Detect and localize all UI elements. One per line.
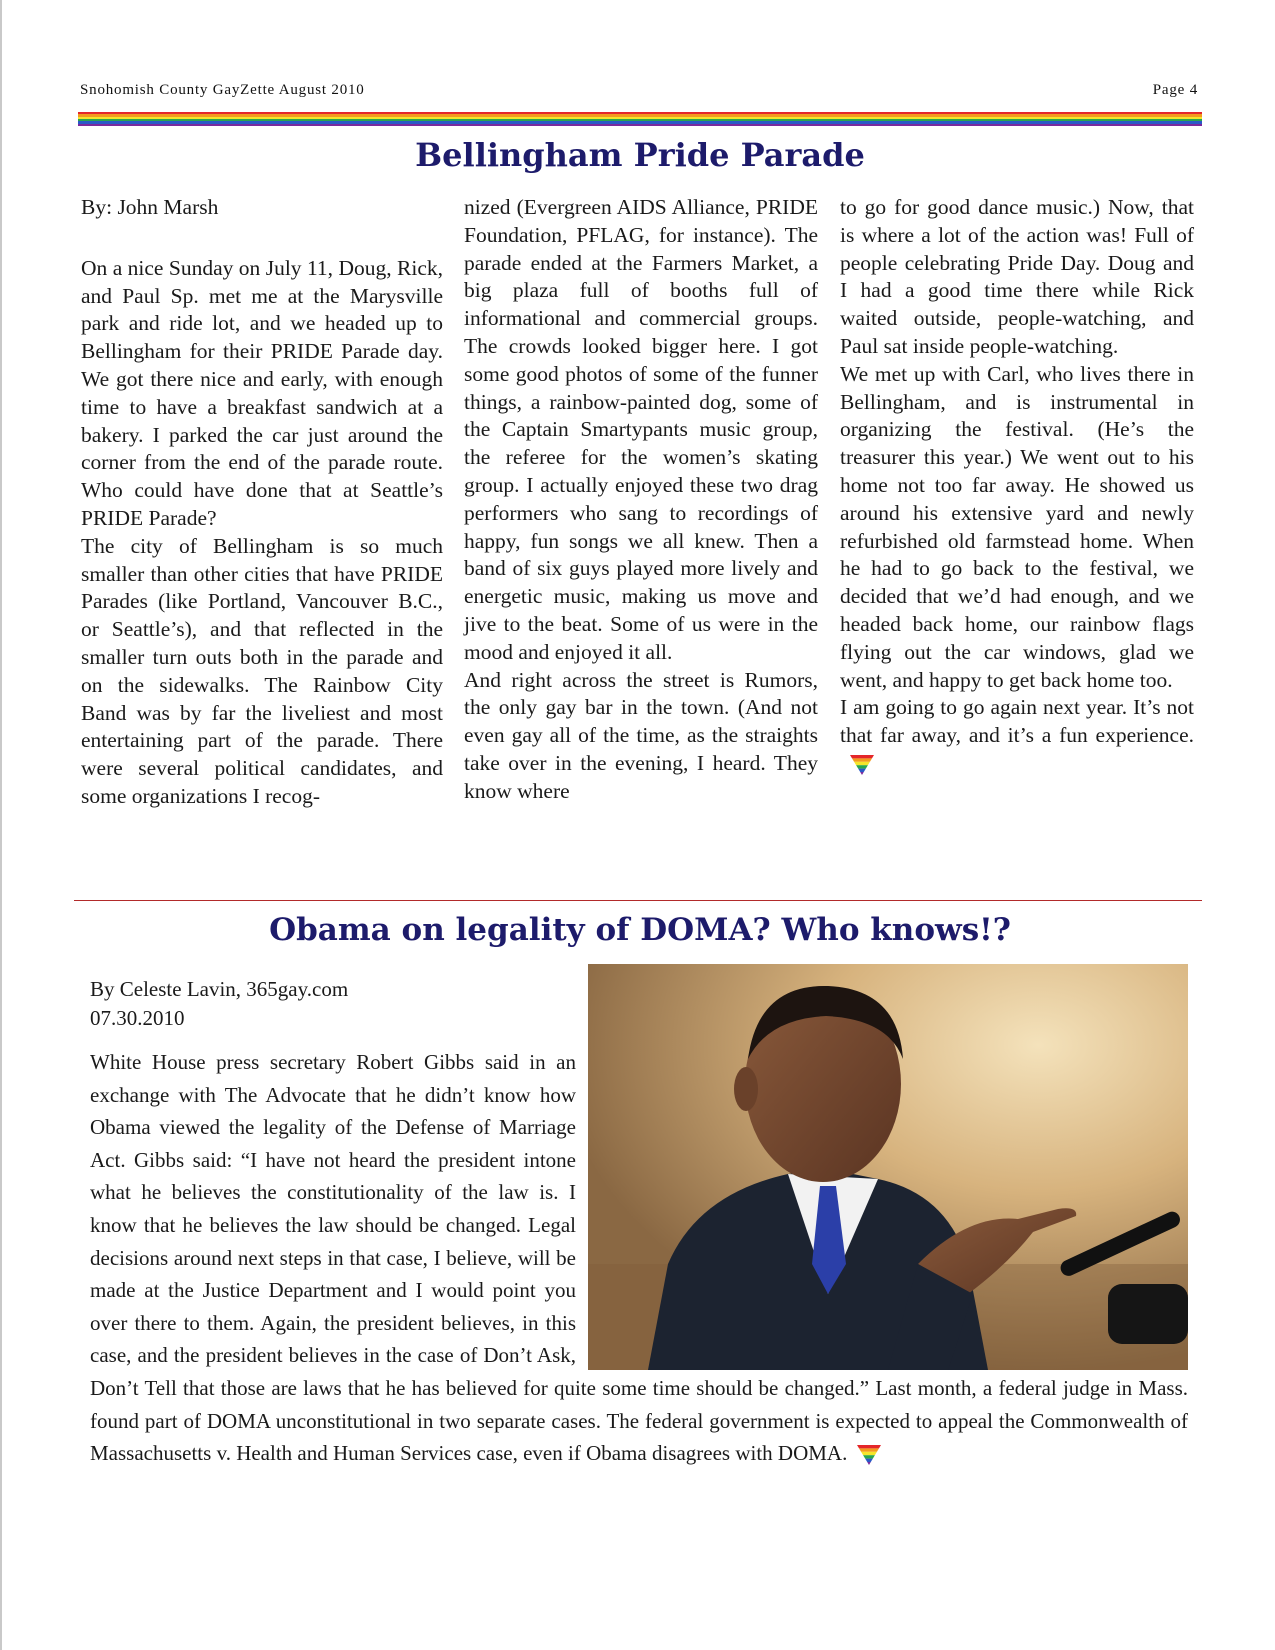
article-title: Obama on legality of DOMA? Who knows!? <box>269 912 1011 948</box>
paragraph-text: White House press secretary Robert Gibbs said in an exchange with The Advocate that he didn’t know how Obama viewed the legality of the Defense of Marriage Act. Gibbs said: “I have not heard the president intone what he believes the constitutionality of the law is. I know that he believes the law should be changed. Legal decisions around next steps in that case, I believe, will be made at the Justice Department and I would point you over there to them. Again, the president believes, in this case, and the president believes in the case of Don’t Ask, Don’t Tell that those are laws that he has believed for quite some time should be changed.” Last month, a federal judge in Mass. found part of DOMA unconstitutional in two separate cases. The federal government is expected to appeal the Commonwealth of Massachusetts v. Health and Human Services case, even if Obama disagrees with DOMA. <box>90 1050 1188 1466</box>
article-column-1 <box>81 194 443 811</box>
paragraph: On a nice Sunday on July 11, Doug, Rick, and Paul Sp. met me at the Marysville park and ride lot, and we headed up to Bellingham for their PRIDE Parade day. We got there nice and early, with enough time to have a breakfast sandwich at a bakery. I parked the car just around the corner from the end of the parade route. Who could have done that at Seattle’s PRIDE Parade? <box>81 255 443 530</box>
section-divider <box>74 900 1202 901</box>
rainbow-triangle-icon <box>857 1445 881 1465</box>
page-number: Page 4 <box>1152 82 1198 98</box>
paragraph: And right across the street is Rumors, the only gay bar in the town. (And not even gay all of the time, as the straights take over in the evening, I heard. They know where <box>464 667 818 803</box>
issue-title: Snohomish County GayZette August 2010 <box>80 82 365 98</box>
rainbow-rule <box>78 112 1202 126</box>
article-body <box>90 1046 1188 1470</box>
article-date: 07.30.2010 <box>90 1006 185 1030</box>
paragraph: We met up with Carl, who lives there in Bellingham, and is instrumental in organizing the festival. (He’s the treasurer this year.) We went out to his home not too far away. He showed us around his extensive yard and newly refurbished old farmstead home. When he had to go back to the festival, we decided that we’d had enough, and we headed back home, our rainbow flags flying out the car windows, glad we went, and happy to get back home too. <box>840 361 1194 692</box>
article-column-2 <box>464 194 818 806</box>
speaker-photo <box>588 964 1188 1370</box>
paragraph-final <box>840 694 1194 777</box>
paragraph: to go for good dance music.) Now, that is where a lot of the action was! Full of people celebrating Pride Day. Doug and I had a good time there while Rick waited outside, people-watching, and Paul sat inside people-watching. <box>840 195 1194 358</box>
paragraph: The city of Bellingham is so much smaller than other cities that have PRIDE Parades (like Portland, Vancouver B.C., or Seattle’s), and that reflected in the smaller turn outs both in the parade and on the sidewalks. The Rainbow City Band was by far the liveliest and most entertaining part of the parade. There were several political candidates, and some organizations I recog- <box>81 533 443 808</box>
paragraph: nized (Evergreen AIDS Alliance, PRIDE Foundation, PFLAG, for instance). The parade ended at the Farmers Market, a big plaza full of booths full of informational and commercial groups. The crowds looked bigger here. I got some good photos of some of the funner things, a rainbow-painted dog, some of the Captain Smartypants music group, the referee for the women’s skating group. I actually enjoyed these two drag performers who sang to recordings of happy, fun songs we all knew. Then a band of six guys played more lively and energetic music, making us move and jive to the beat. Some of us were in the mood and enjoyed it all. <box>464 195 818 664</box>
article-meta <box>90 975 570 1033</box>
paragraph-text: I am going to go again next year. It’s not that far away, and it’s a fun experience. <box>840 695 1194 748</box>
page-edge <box>0 0 2 1650</box>
article-byline: By Celeste Lavin, 365gay.com <box>90 977 349 1001</box>
page-header <box>80 82 1198 106</box>
article-column-3 <box>840 194 1194 778</box>
article-title: Bellingham Pride Parade <box>415 136 865 174</box>
article-byline: By: John Marsh <box>81 195 219 219</box>
rainbow-triangle-icon <box>850 755 874 775</box>
